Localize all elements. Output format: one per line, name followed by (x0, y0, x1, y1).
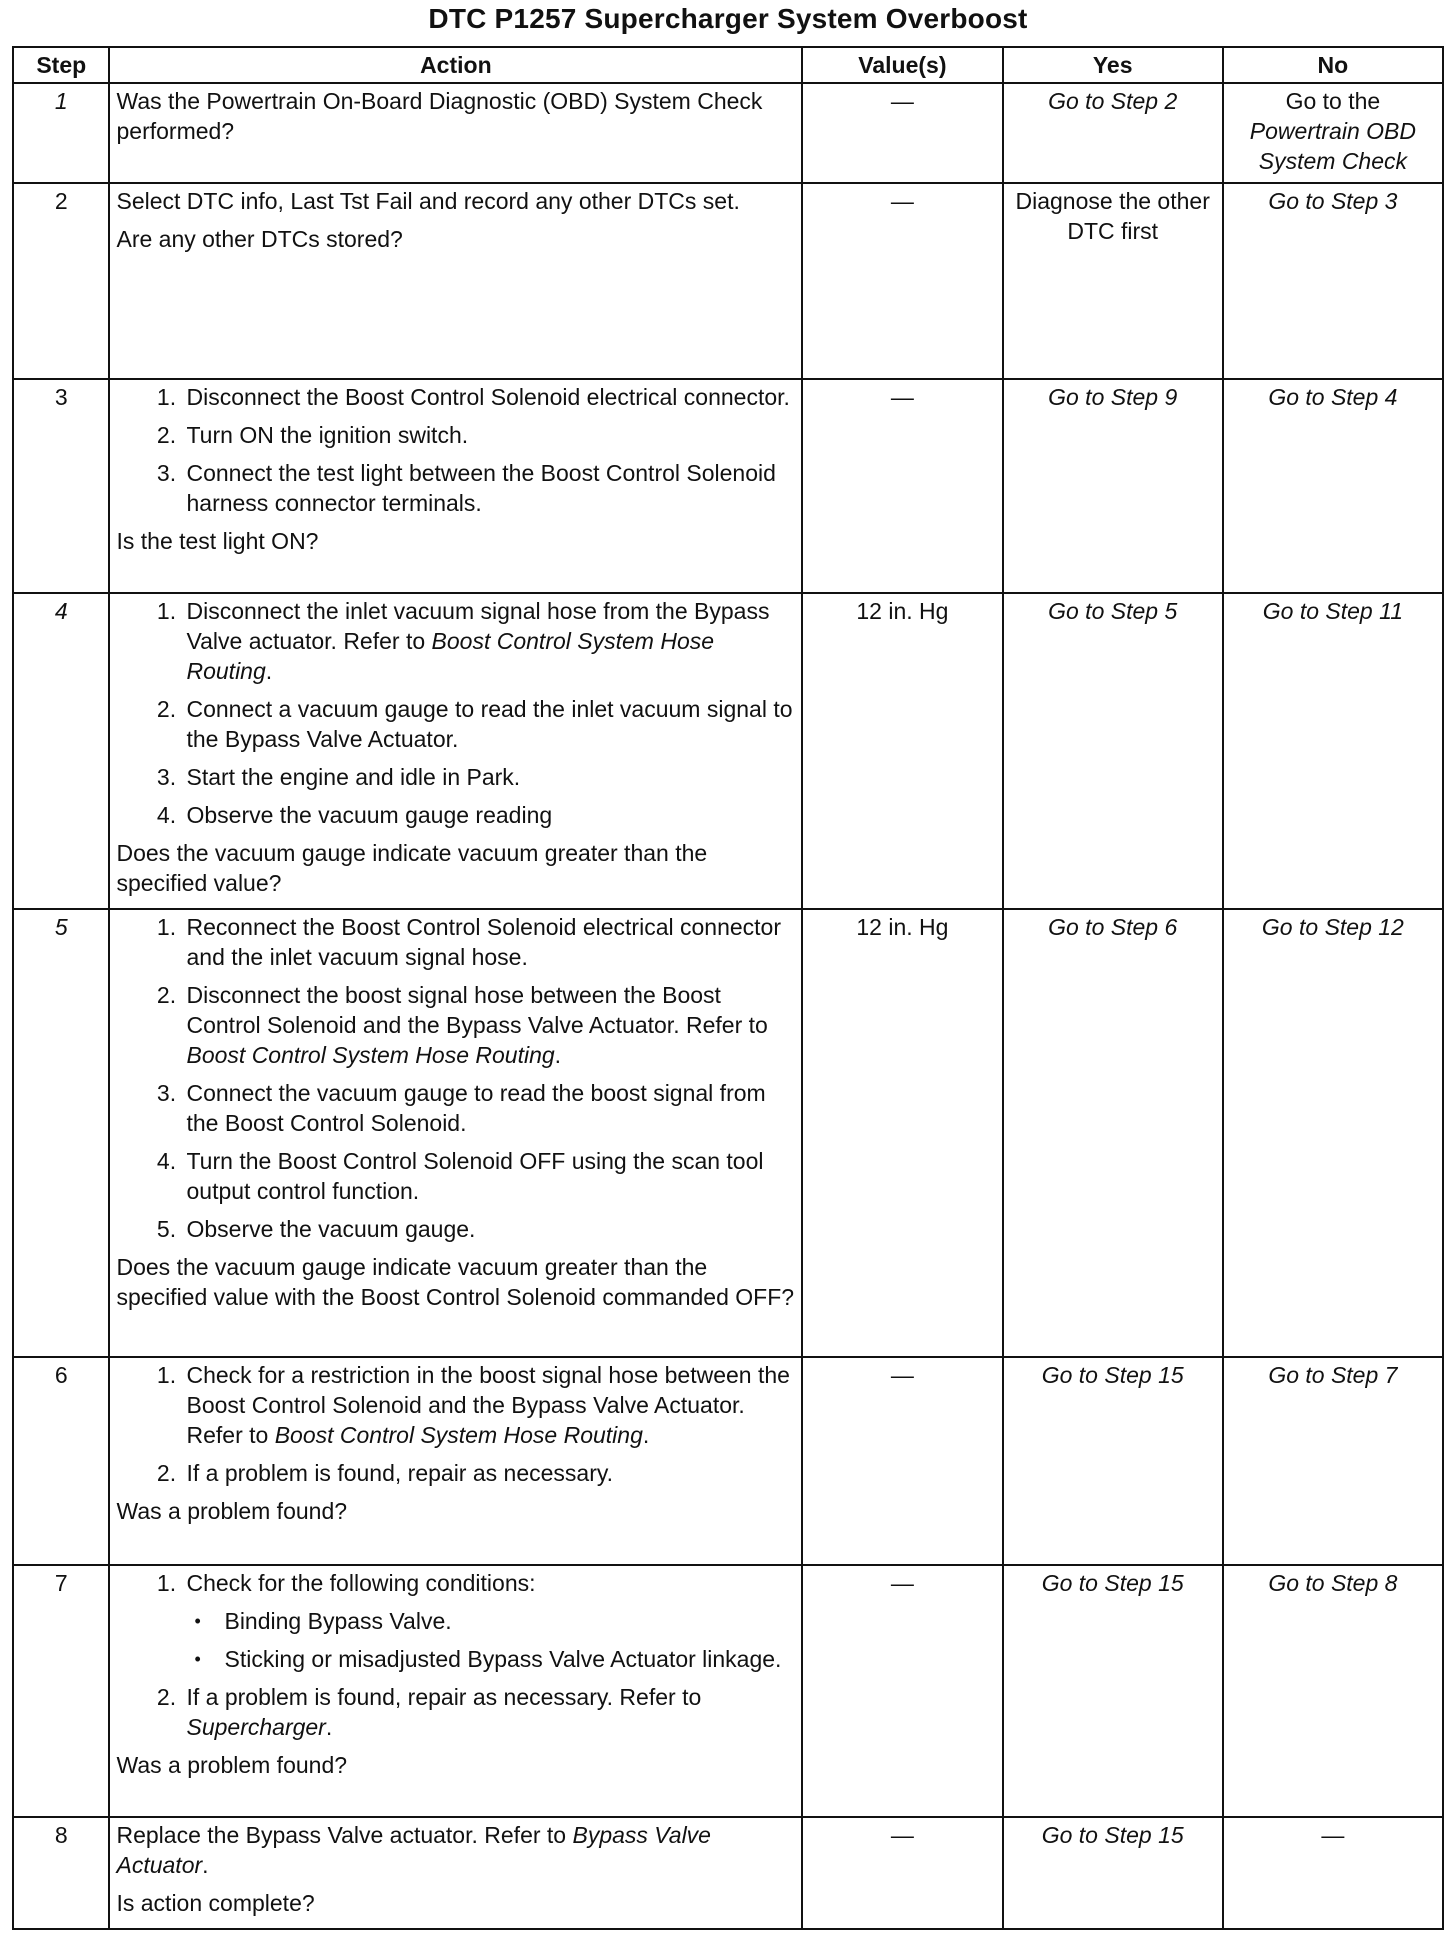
diagnostic-table (12, 46, 1444, 1930)
action-cell (109, 909, 802, 1357)
action-cell (109, 379, 802, 593)
no-cell: Go to Step 12 (1223, 909, 1443, 1357)
document-title: DTC P1257 Supercharger System Overboost (428, 3, 1028, 34)
action-steps (116, 1360, 795, 1488)
action-instruction: Select DTC info, Last Tst Fail and record any other DTCs set. (116, 188, 740, 214)
no-cell (1223, 83, 1443, 183)
action-steps (116, 596, 795, 830)
yes-cell: Go to Step 15 (1003, 1817, 1223, 1929)
reference-link: Boost Control System Hose Routing (274, 1422, 643, 1448)
reference-link: Boost Control System Hose Routing (186, 1042, 555, 1068)
header-action: Action (109, 47, 802, 83)
yes-cell: Go to Step 9 (1003, 379, 1223, 593)
step-number: 5 (13, 909, 109, 1357)
step-text: Disconnect the inlet vacuum signal hose from the Bypass Valve actuator. Refer to (186, 598, 770, 654)
action-step: 1. Disconnect the Boost Control Solenoid electrical connector. (182, 382, 795, 412)
action-question: Does the vacuum gauge indicate vacuum greater than the specified value with the Boost Control Solenoid commanded OFF? (116, 1254, 795, 1310)
table-row (13, 1357, 1443, 1565)
no-cell: Go to Step 4 (1223, 379, 1443, 593)
action-question: Was a problem found? (116, 1752, 348, 1778)
action-cell (109, 1357, 802, 1565)
value-cell: — (802, 183, 1002, 379)
action-step: 2. If a problem is found, repair as necessary. Refer to Supercharger. (182, 1682, 795, 1742)
step-number: 2 (13, 183, 109, 379)
action-cell (109, 183, 802, 379)
no-cell: Go to Step 11 (1223, 593, 1443, 909)
step-text: If a problem is found, repair as necessary. Refer to (186, 1684, 702, 1710)
yes-cell: Go to Step 15 (1003, 1565, 1223, 1817)
reference-link: Bypass Valve Actuator (116, 1822, 711, 1878)
action-steps (116, 912, 795, 1244)
condition-item: • Binding Bypass Valve. (220, 1606, 795, 1636)
step-text: Check for a restriction in the boost signal hose between the Boost Control Solenoid and the Bypass Valve Actuator. Refer to (186, 1362, 790, 1448)
table-row (13, 379, 1443, 593)
no-reference: Powertrain OBD System Check (1249, 118, 1416, 174)
action-cell (109, 83, 802, 183)
action-step: 2. Turn ON the ignition switch. (182, 420, 795, 450)
action-step: 4. Observe the vacuum gauge reading (182, 800, 795, 830)
header-no: No (1223, 47, 1443, 83)
no-cell: — (1223, 1817, 1443, 1929)
yes-cell: Go to Step 5 (1003, 593, 1223, 909)
action-step: 2. Disconnect the boost signal hose between the Boost Control Solenoid and the Bypass Valve Actuator. Refer to Boost Control System Hose Routing. (182, 980, 795, 1070)
action-question: Is action complete? (116, 1890, 315, 1916)
header-step: Step (13, 47, 109, 83)
step-number: 1 (13, 83, 109, 183)
no-cell: Go to Step 7 (1223, 1357, 1443, 1565)
table-row (13, 1565, 1443, 1817)
value-cell: — (802, 379, 1002, 593)
step-text: Disconnect the boost signal hose between the Boost Control Solenoid and the Bypass Valve Actuator. Refer to (186, 982, 768, 1038)
yes-cell: Go to Step 2 (1003, 83, 1223, 183)
action-step: 3. Connect the test light between the Boost Control Solenoid harness connector terminals. (182, 458, 795, 518)
action-question: Was a problem found? (116, 1498, 348, 1524)
step-text: Replace the Bypass Valve actuator. Refer to (116, 1822, 573, 1848)
value-cell: 12 in. Hg (802, 593, 1002, 909)
table-row (13, 593, 1443, 909)
action-cell (109, 593, 802, 909)
header-yes: Yes (1003, 47, 1223, 83)
step-number: 3 (13, 379, 109, 593)
header-values: Value(s) (802, 47, 1002, 83)
yes-cell: Go to Step 6 (1003, 909, 1223, 1357)
value-cell: 12 in. Hg (802, 909, 1002, 1357)
table-row (13, 1817, 1443, 1929)
action-step: 5. Observe the vacuum gauge. (182, 1214, 795, 1244)
action-step: 2. If a problem is found, repair as necessary. (182, 1458, 795, 1488)
table-row (13, 909, 1443, 1357)
action-question: Was the Powertrain On-Board Diagnostic (OBD) System Check performed? (116, 88, 763, 144)
no-cell: Go to Step 8 (1223, 1565, 1443, 1817)
reference-link: Boost Control System Hose Routing (186, 628, 715, 684)
step-text: Check for the following conditions: (186, 1570, 536, 1596)
condition-item: • Sticking or misadjusted Bypass Valve Actuator linkage. (220, 1644, 795, 1674)
no-line: Go to the (1285, 88, 1381, 114)
action-step: 2. Connect a vacuum gauge to read the inlet vacuum signal to the Bypass Valve Actuator. (182, 694, 795, 754)
step-number: 8 (13, 1817, 109, 1929)
no-cell: Go to Step 3 (1223, 183, 1443, 379)
action-step: 3. Connect the vacuum gauge to read the boost signal from the Boost Control Solenoid. (182, 1078, 795, 1138)
action-question: Is the test light ON? (116, 528, 319, 554)
action-question: Does the vacuum gauge indicate vacuum greater than the specified value? (116, 840, 708, 896)
action-step: 3. Start the engine and idle in Park. (182, 762, 795, 792)
action-step: 1. Disconnect the inlet vacuum signal hose from the Bypass Valve actuator. Refer to Boost Control System Hose Routing. (182, 596, 795, 686)
yes-cell: Diagnose the other DTC first (1003, 183, 1223, 379)
reference-link: Supercharger (186, 1714, 326, 1740)
action-step (182, 1568, 795, 1674)
action-step: 1. Reconnect the Boost Control Solenoid electrical connector and the inlet vacuum signal hose. (182, 912, 795, 972)
value-cell: — (802, 1817, 1002, 1929)
condition-list (186, 1606, 795, 1674)
action-question: Are any other DTCs stored? (116, 226, 403, 252)
action-instruction: Replace the Bypass Valve actuator. Refer to Bypass Valve Actuator. (116, 1822, 711, 1878)
action-steps (116, 1568, 795, 1742)
value-cell: — (802, 1565, 1002, 1817)
table-header-row (13, 47, 1443, 83)
value-cell: — (802, 83, 1002, 183)
action-step: 4. Turn the Boost Control Solenoid OFF using the scan tool output control function. (182, 1146, 795, 1206)
action-cell (109, 1817, 802, 1929)
table-row (13, 183, 1443, 379)
table-row (13, 83, 1443, 183)
step-number: 7 (13, 1565, 109, 1817)
step-number: 6 (13, 1357, 109, 1565)
action-steps (116, 382, 795, 518)
step-number: 4 (13, 593, 109, 909)
action-cell (109, 1565, 802, 1817)
action-step: 1. Check for a restriction in the boost signal hose between the Boost Control Solenoid and the Bypass Valve Actuator. Refer to Boost Control System Hose Routing. (182, 1360, 795, 1450)
yes-cell: Go to Step 15 (1003, 1357, 1223, 1565)
value-cell: — (802, 1357, 1002, 1565)
